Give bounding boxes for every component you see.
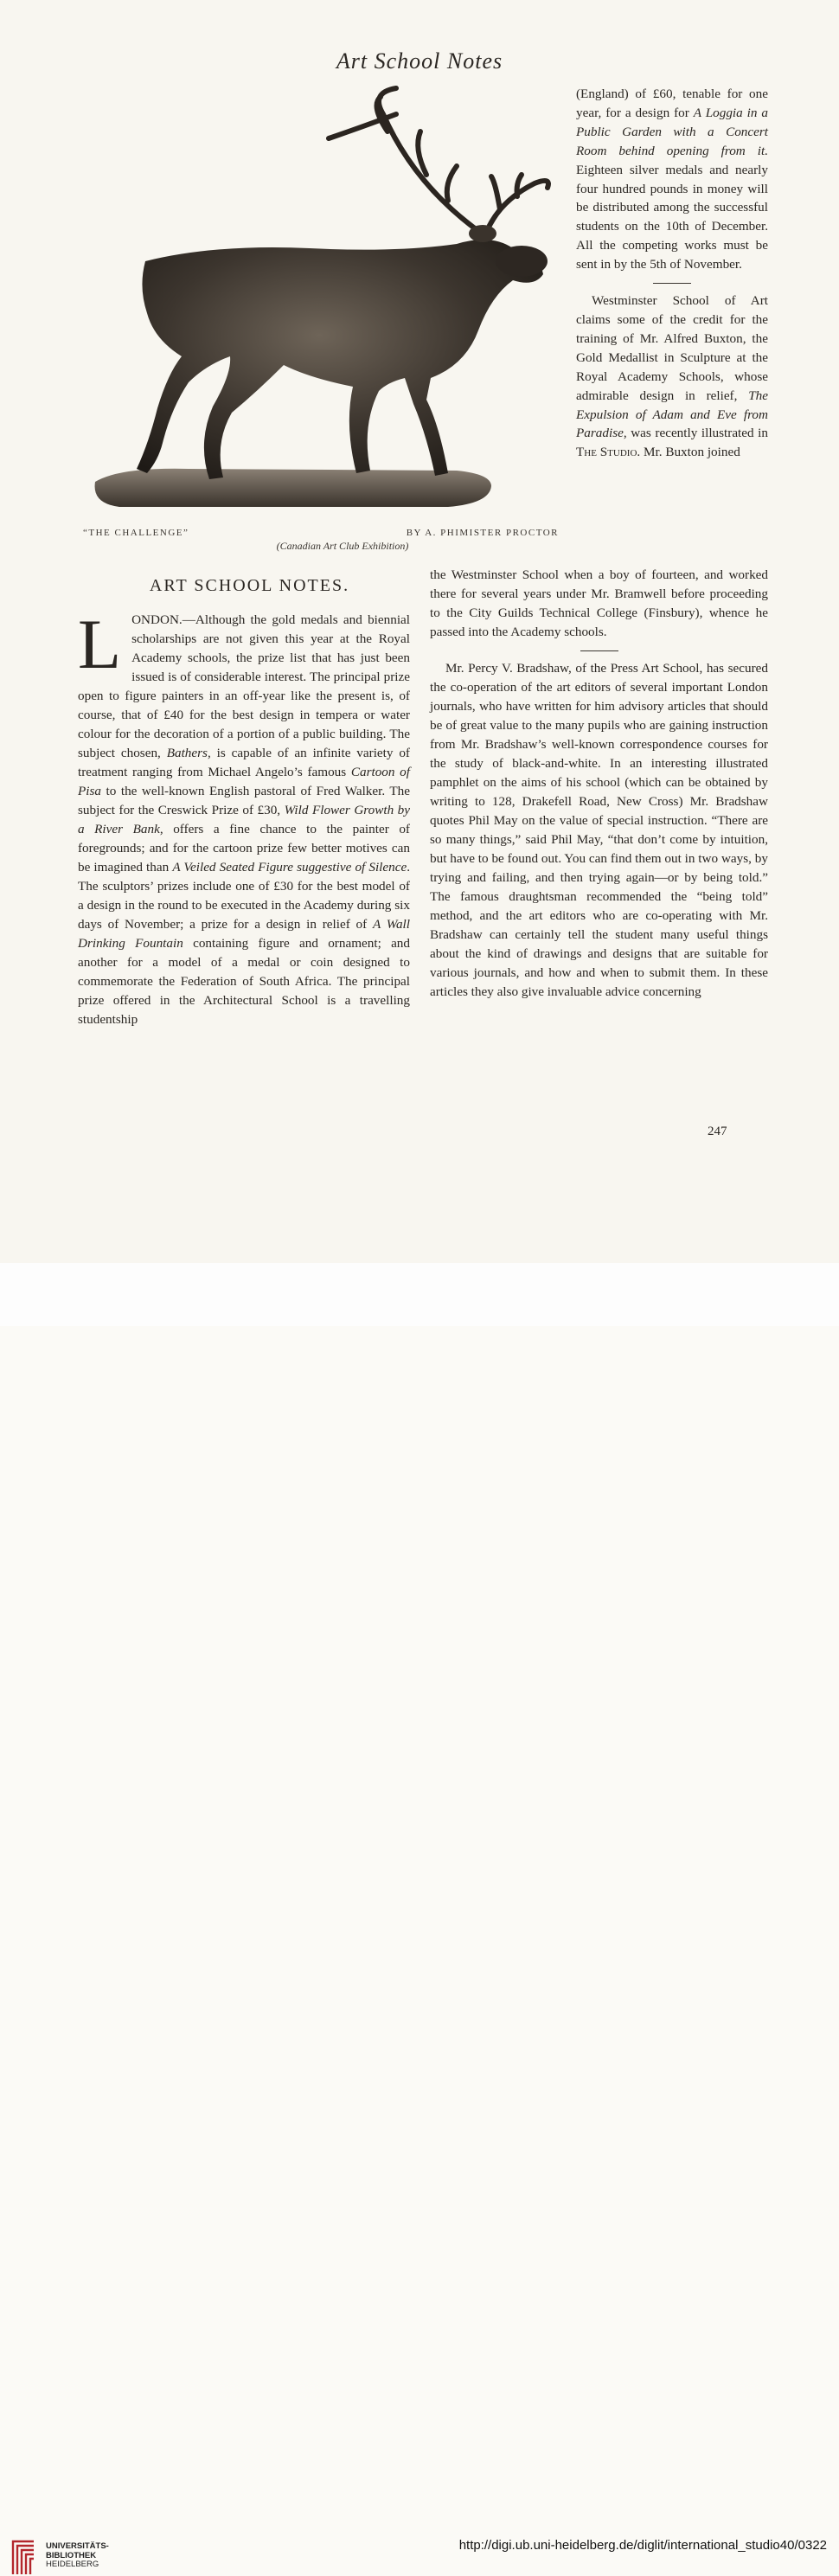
paragraph-westminster: Westminster School of Art claims some of the credit for the training of Mr. Alfred Buxton, the Gold Medallist in Sculpture at the Royal Academy Schools, whose admirable design in relief, The Expulsion of Adam and Eve from Paradise, was recently illustrated in The Studio. Mr. Buxton joined xyxy=(576,293,768,460)
caption-title: “THE CHALLENGE” xyxy=(83,528,189,538)
section-divider xyxy=(653,283,691,284)
paragraph-london: LONDON.—Although the gold medals and biennial scholarships are not given this year at the Royal Academy schools, the prize list that has just been issued is of considerable interest. The principal prize open to figure painters in an off-year like the present is, of course, that of £40 for the best design in tempera or water colour for the decoration of a portion of a public building. The subject chosen, Bathers, is capable of an infinite variety of treatment ranging from Michael Angelo’s famous Cartoon of Pisa to the well-known English pastoral of Fred Walker. The subject for the Creswick Prize of £30, Wild Flower Growth by a River Bank, offers a fine chance to the painter of foregrounds; and for the cartoon prize few better motives can be imagined than A Veiled Seated Figure suggestive of Silence. The sculptors’ prizes include one of £30 for the best model of a design in the round to be executed in the Academy during six days of November; a prize for a design in relief of A Wall Drinking Fountain containing figure and ornament; and another for a model of a medal or coin designed to commemorate the Federation of South Africa. The principal prize offered in the Architectural School is a travelling studentship xyxy=(78,605,411,1027)
paragraph-westminster-continued: the Westminster School when a boy of fourteen, and worked there for several years under Mr. Bramwell before proceeding to the City Guilds Technical College (Finsbury), whence he passed into the Academy schools. xyxy=(430,567,768,639)
right-column xyxy=(430,566,768,1002)
page-number: 247 xyxy=(708,1125,727,1138)
paragraph-prize-continued: (England) of £60, tenable for one year, for a design for A Loggia in a Public Garden with a Concert Room behind opening from it. Eighteen silver medals and nearly four hundred pounds in money will be distributed among the successful students on the 10th of December. All the competing works must be sent in by the 5th of November. xyxy=(576,87,768,272)
drop-cap: L xyxy=(78,605,122,683)
caption-exhibition: (Canadian Art Club Exhibition) xyxy=(276,540,409,552)
source-url[interactable]: http://digi.ub.uni-heidelberg.de/diglit/international_studio40/0322 xyxy=(458,2538,827,2553)
caption-artist: BY A. PHIMISTER PROCTOR xyxy=(406,528,559,538)
library-name: UNIVERSITÄTS- BIBLIOTHEK HEIDELBERG xyxy=(46,2541,109,2569)
elk-sculpture-illustration xyxy=(85,80,569,521)
left-column xyxy=(78,605,411,1029)
library-logo-icon xyxy=(10,2536,37,2576)
paragraph-bradshaw: Mr. Percy V. Bradshaw, of the Press Art School, has secured the co-operation of the art editors of several important London journals, who have written for him advisory articles that should be of great value to the many pupils who are gaining instruction from Mr. Bradshaw’s well-known correspondence courses for the study of black-and-white. In an interesting illustrated pamphlet on the aims of his school (which can be obtained by writing to 128, Drakefell Road, New Cross) Mr. Bradshaw quotes Phil May on the value of special instruction. “There are so many things,” said Phil May, “that don’t come by intuition, but have to be found out. You can find them out in two ways, by trying and failing, and then trying again—or by being told.” The famous draughtsman recommended the “being told” method, and the art editors who are co-operating with Mr. Bradshaw can certainly tell the student many useful things about the kind of drawings and designs that are suitable for various journals, and how and when to submit them. In these articles they also give invaluable advice concerning xyxy=(430,661,768,999)
section-divider xyxy=(580,650,618,651)
narrow-column xyxy=(576,85,768,462)
running-head: Art School Notes xyxy=(336,48,503,74)
article-title: ART SCHOOL NOTES. xyxy=(149,576,350,595)
digitization-footer xyxy=(0,1263,839,2569)
scanned-page xyxy=(0,0,839,1263)
